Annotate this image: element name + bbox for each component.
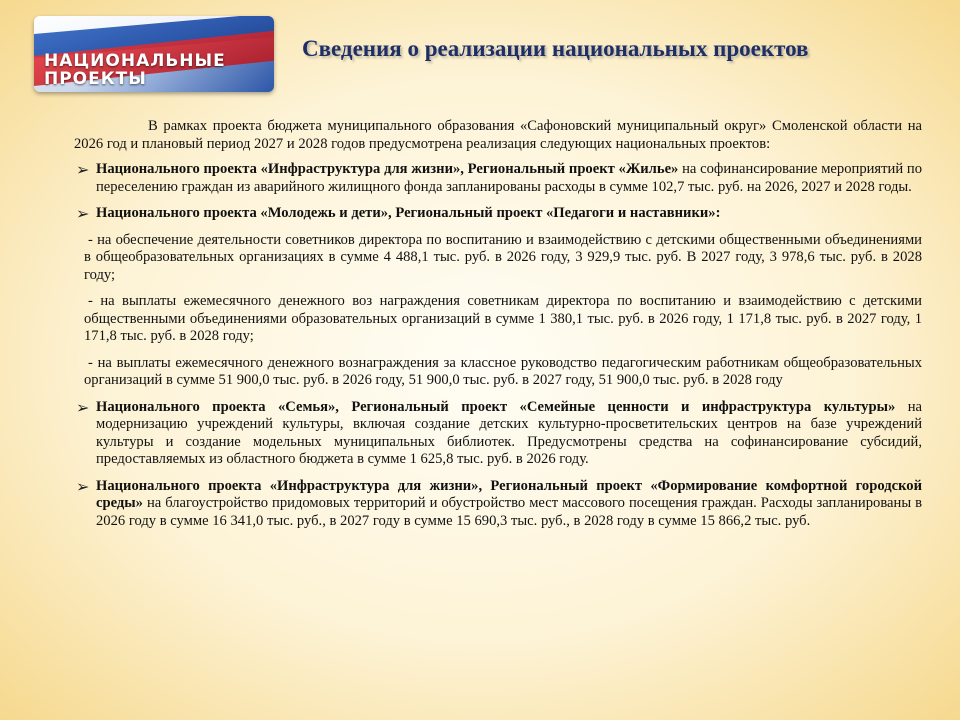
project-title: Национального проекта «Инфраструктура для жизни», Региональный проект «Формирование комфортной городской среды» [96, 477, 922, 511]
arrow-bullet-icon: ➢ [76, 204, 90, 223]
project-description: на софинансирование мероприятий по переселению граждан из аварийного жилищного фонда запланированы расходы в сумме 102,7 тыс. руб. на 2026, 2027 и 2028 годы. [96, 161, 922, 195]
project-title: Национального проекта «Семья», Региональный проект «Семейные ценности и инфраструктура культуры» [96, 398, 896, 415]
logo-text [44, 52, 226, 88]
arrow-bullet-icon: ➢ [76, 160, 90, 179]
page-title: Сведения о реализации национальных проектов [302, 36, 809, 61]
project-description: на благоустройство придомовых территорий и обустройство мест массового посещения граждан. Расходы запланированы в 2026 году в сумме 16 341,0 тыс. руб., в 2027 году в сумме 15 690,3 тыс. руб., в 2028 году в сумме 15 866,2 тыс. руб. [96, 495, 922, 529]
intro-paragraph: В рамках проекта бюджета муниципального образования «Сафоновский муниципальный округ» Смоленской области на 2026 год и плановый период 2027 и 2028 годов предусмотрена реализация следующих национальных проектов: [74, 118, 922, 152]
project-item-housing [74, 161, 922, 196]
subitem-advisors: - на обеспечение деятельности советников директора по воспитанию и взаимодействию с детскими общественными объединениями в общеобразовательных организациях в сумме 4 488,1 тыс. руб. в 2026 году, 3 929,9 тыс. руб. В 2027 году, 3 978,6 тыс. руб. в 2028 году; [84, 231, 922, 283]
logo-line-2: ПРОЕКТЫ [44, 69, 147, 89]
national-projects-logo [34, 16, 274, 92]
logo-line-1: НАЦИОНАЛЬНЫЕ [44, 51, 226, 71]
project-title: Национального проекта «Инфраструктура для жизни», Региональный проект «Жилье» [96, 161, 679, 177]
project-item-urban-environment [74, 478, 922, 531]
project-item-family [74, 399, 922, 469]
subitem-advisors-payments: - на выплаты ежемесячного денежного воз награждения советникам директора по воспитанию и взаимодействию с детскими общественными объединениями образовательных организаций в сумме 1 380,1 тыс. руб. в 2026 году, 1 171,8 тыс. руб. в 2027 году, 1 171,8 тыс. руб. в 2028 году; [84, 293, 922, 344]
arrow-bullet-icon: ➢ [76, 397, 90, 417]
project-title: Национального проекта «Молодежь и дети», Региональный проект «Педагоги и наставники»: [96, 205, 721, 221]
content-body [74, 118, 922, 539]
project-item-youth [74, 205, 922, 223]
project-description: на модернизацию учреждений культуры, включая создание детских культурно-просветительских центров на базе учреждений культуры и создание модельных муниципальных библиотек. Предусмотрены средства на софинансирование субсидий, предоставляемых из областного бюджета в сумме 1 625,8 тыс. руб. в 2026 году. [96, 398, 922, 467]
arrow-bullet-icon: ➢ [76, 476, 90, 496]
subitem-class-teachers: - на выплаты ежемесячного денежного вознаграждения за классное руководство педагогическим работникам общеобразовательных организаций в сумме 51 900,0 тыс. руб. в 2026 году, 51 900,0 тыс. руб. в 2027 году, 51 900,0 тыс. руб. в 2028 году [84, 354, 922, 388]
